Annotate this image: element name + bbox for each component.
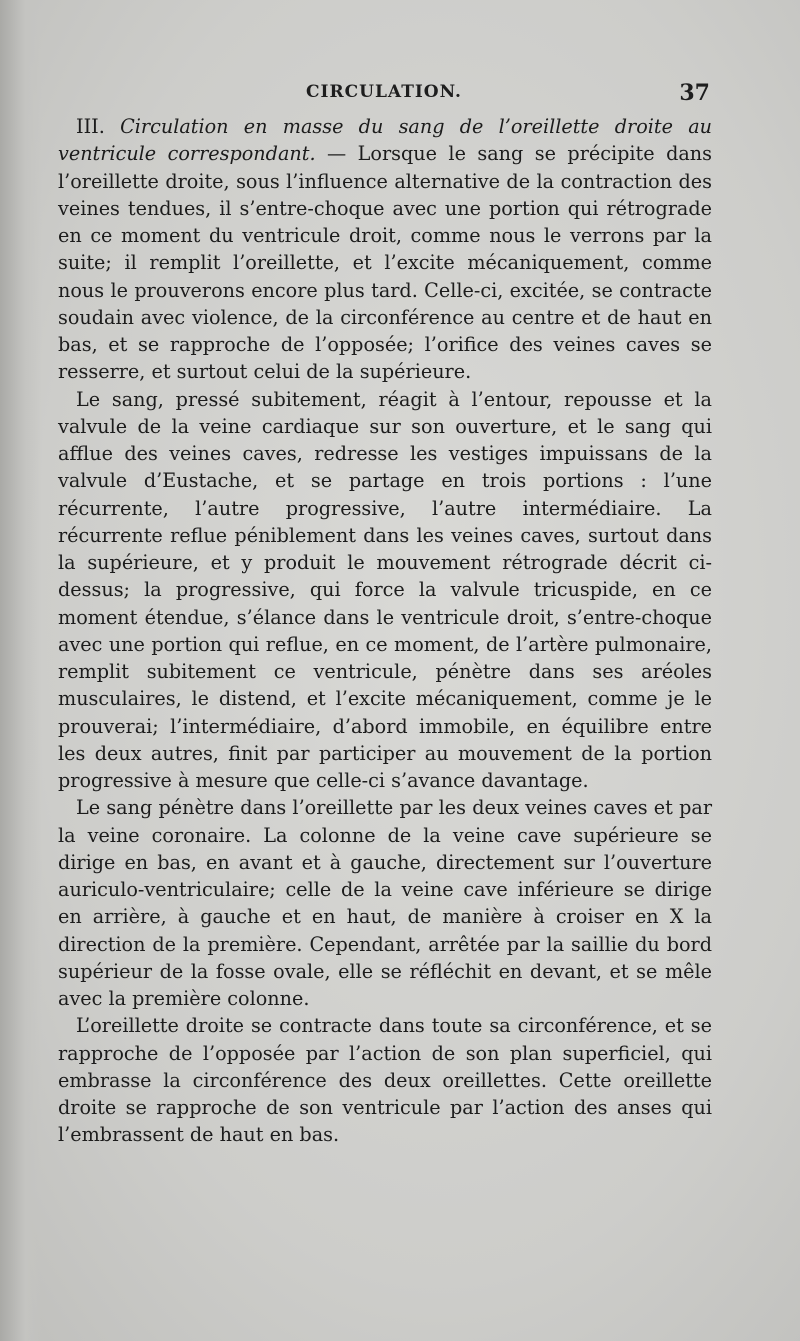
page-gutter-shadow [0, 0, 42, 1341]
section-title: Circulation en masse du sang de l’oreillette droite au ventricule correspondant. [58, 115, 712, 166]
body-text [58, 113, 712, 1149]
running-title: CIRCULATION. [306, 82, 462, 102]
paragraph: Le sang pénètre dans l’oreillette par les deux veines caves et par la veine coronaire. La colonne de la veine cave supérieure se dirige en bas, en avant et à gauche, directement sur l’ouverture auriculo-ventriculaire; celle de la veine cave inférieure se dirige en arrière, à gauche et en haut, de manière à croiser en X la direction de la première. Cependant, arrêtée par la saillie du bord supérieur de la fosse ovale, elle se réfléchit en devant, et se mêle avec la première colonne. [58, 796, 712, 1010]
page-header [58, 80, 710, 110]
paragraph: Le sang, pressé subitement, réagit à l’entour, repousse et la valvule de la veine cardiaque sur son ouverture, et le sang qui afflue des veines caves, redresse les vestiges impuissans de la valvule d’Eustache, et se partage en trois portions : l’une récurrente, l’autre progressive, l’autre intermédiaire. La récurrente reflue péniblement dans les veines caves, surtout dans la supérieure, et y produit le mouvement rétrograde décrit ci-dessus; la progressive, qui force la valvule tricuspide, en ce moment étendue, s’élance dans le ventricule droit, s’entre-choque avec une portion qui reflue, en ce moment, de l’artère pulmonaire, remplit subitement ce ventricule, pénètre dans ses aréoles musculaires, le distend, et l’excite mécaniquement, comme je le prouverai; l’intermédiaire, d’abord immobile, en équilibre entre les deux autres, finit par participer au mouvement de la portion progressive à mesure que celle-ci s’avance davantage. [58, 387, 712, 792]
page-number: 37 [679, 80, 710, 106]
section-paragraph [58, 113, 712, 386]
section-text: — Lorsque le sang se précipite dans l’oreillette droite, sous l’influence alternative de la contraction des veines tendues, il s’entre-choque avec une portion qui rétrograde en ce moment du ventricule droit, comme nous le verrons par la suite; il remplit l’oreillette, et l’excite mécaniquement, comme nous le prouverons encore plus tard. Celle-ci, excitée, se contracte soudain avec violence, de la circonférence au centre et de haut en bas, et se rapproche de l’opposée; l’orifice des veines caves se resserre, et surtout celui de la supérieure. [58, 142, 712, 384]
paragraph: L’oreillette droite se contracte dans toute sa circonférence, et se rapproche de l’opposée par l’action de son plan superficiel, qui embrasse la circonférence des deux oreillettes. Cette oreillette droite se rapproche de son ventricule par l’action des anses qui l’embrassent de haut en bas. [58, 1014, 712, 1147]
section-number: III. [76, 115, 105, 138]
